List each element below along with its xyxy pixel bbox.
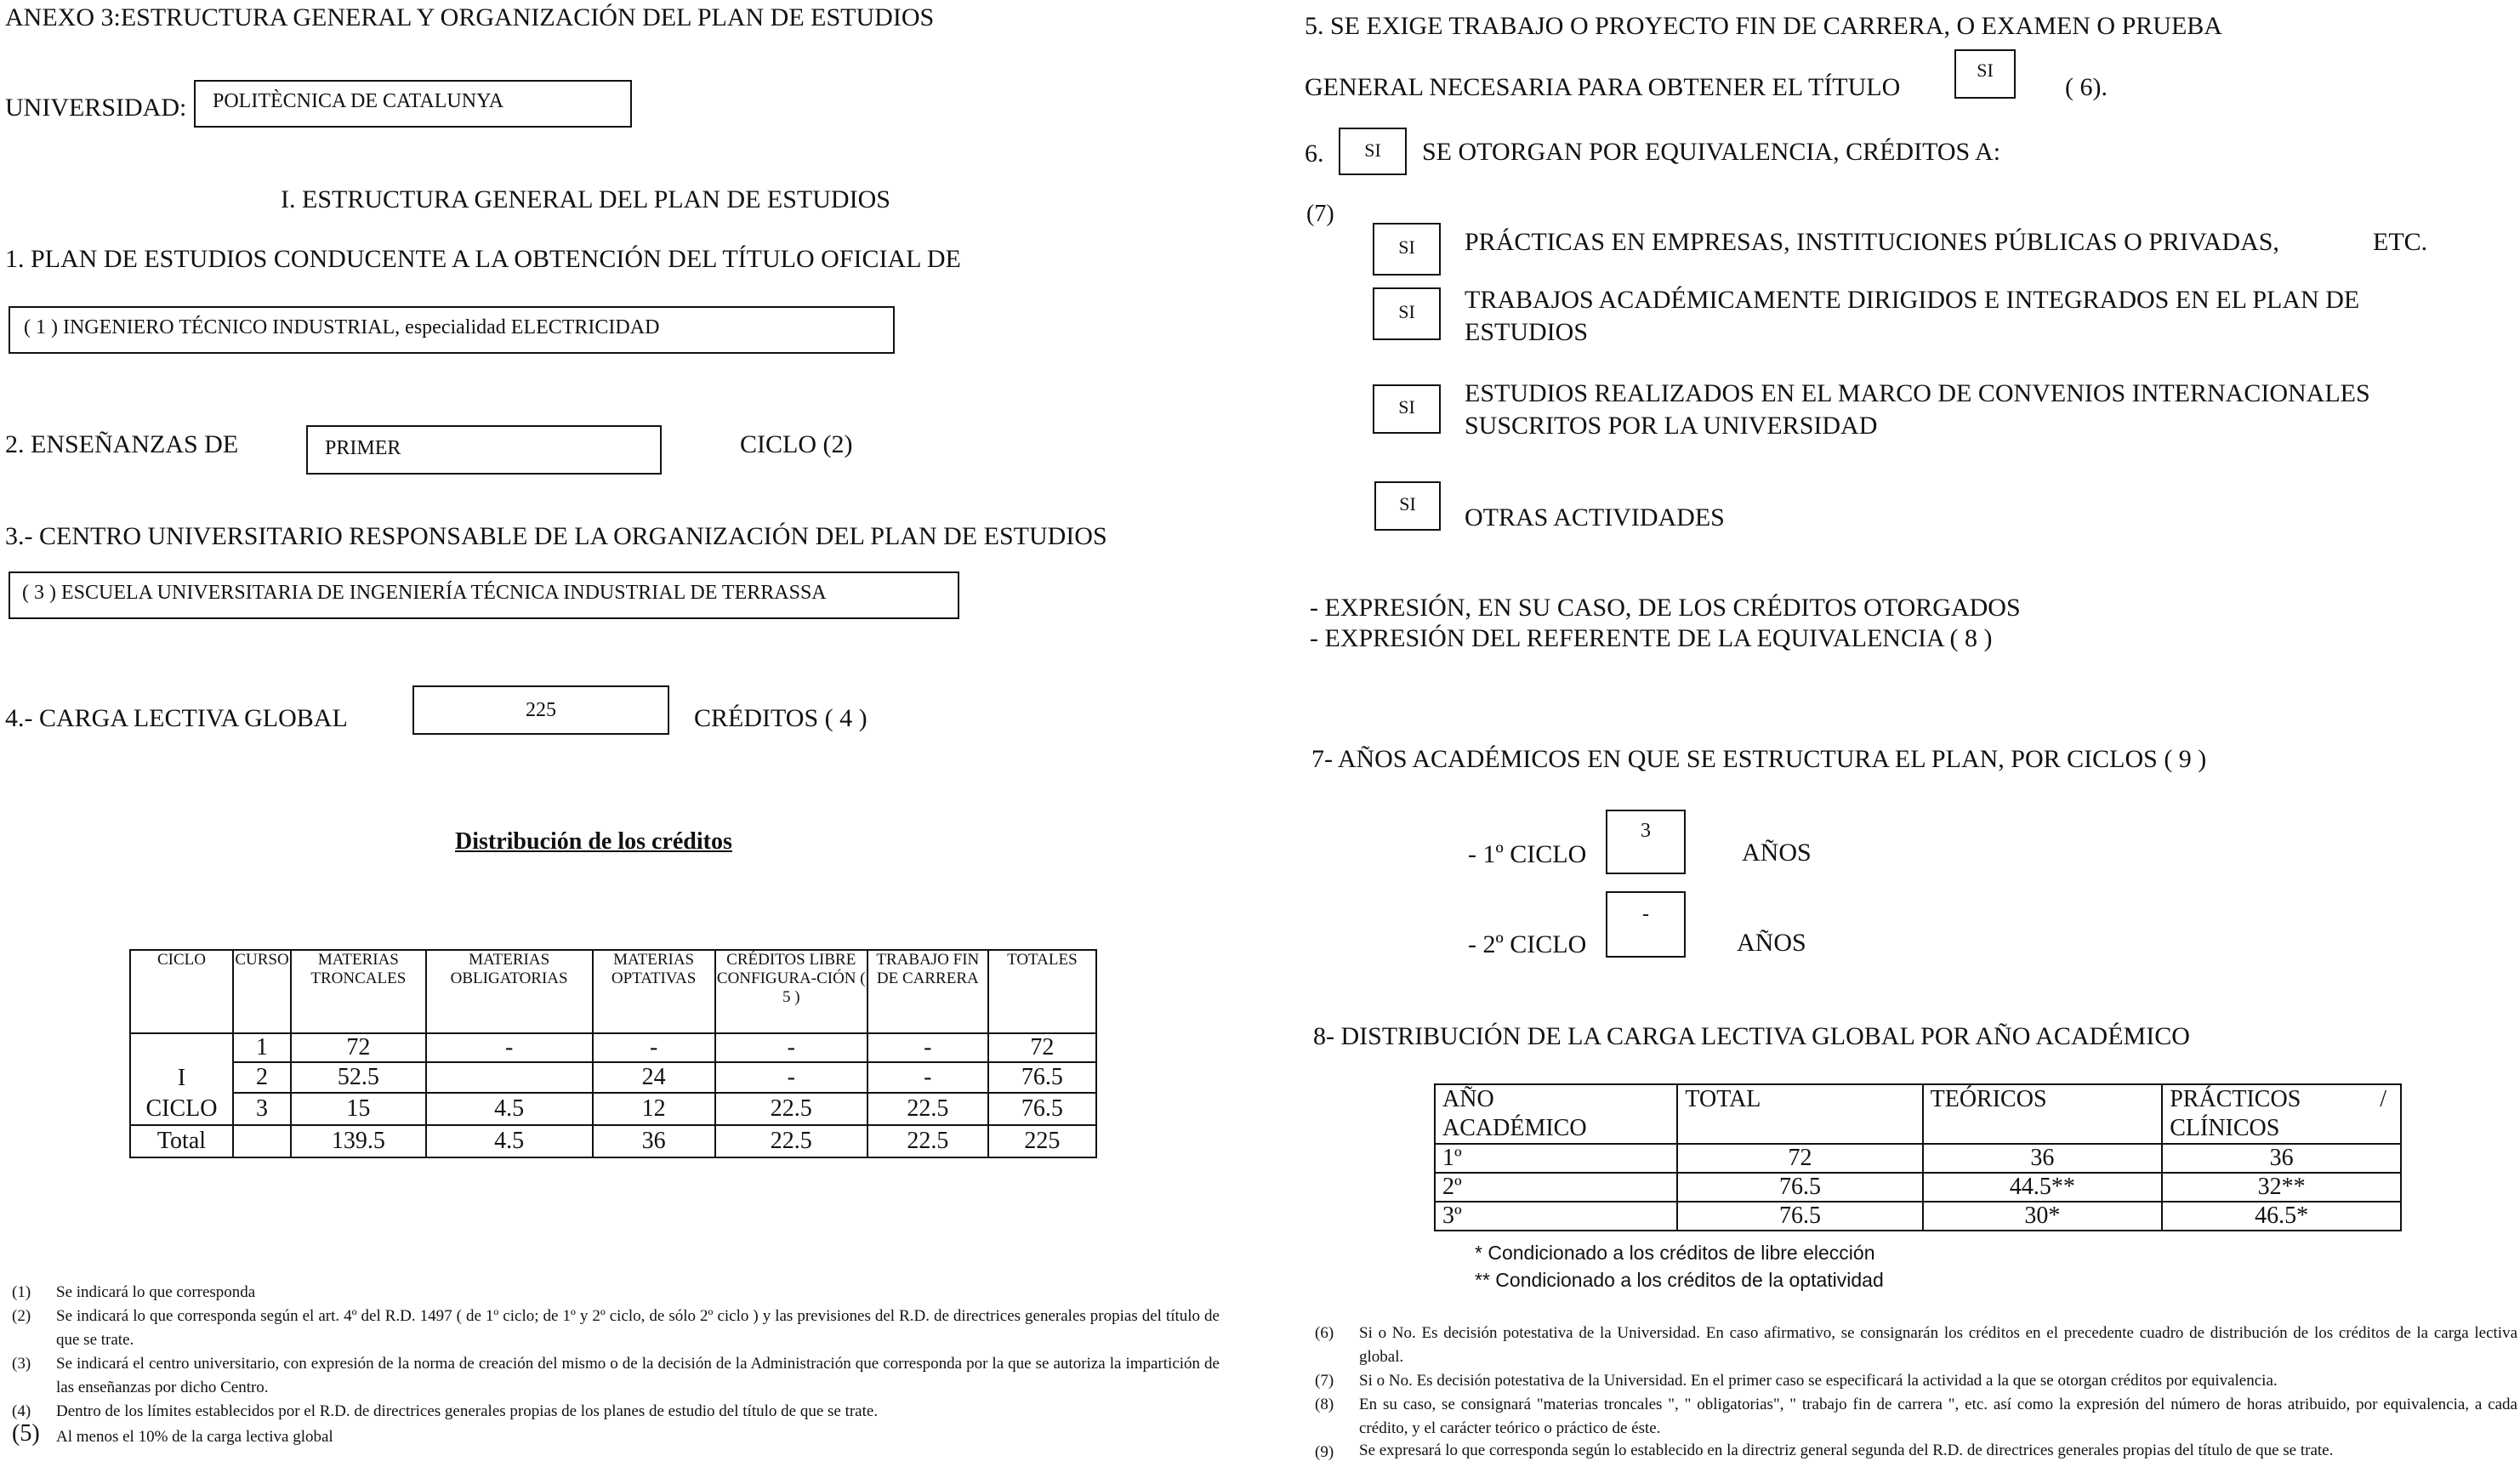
total-label: Total [130, 1125, 233, 1157]
header-year [1435, 1084, 1677, 1144]
equivalence-1-extra: ETC. [2373, 228, 2428, 256]
row2-troncales: 52.5 [291, 1062, 426, 1093]
footnote-2 [12, 1305, 1220, 1352]
equivalence-field: SI [1339, 128, 1407, 175]
header-practice-line1: PRÁCTICOS [2170, 1086, 2301, 1112]
header-totales: TOTALES [988, 950, 1096, 1033]
item4-suffix: CRÉDITOS ( 4 ) [694, 704, 867, 732]
equivalence-4-text: OTRAS ACTIVIDADES [1465, 503, 1725, 532]
row1-total: 72 [988, 1033, 1096, 1062]
item7-label: 7- AÑOS ACADÉMICOS EN QUE SE ESTRUCTURA EL PLAN, POR CICLOS ( 9 ) [1311, 745, 2207, 773]
year2-theory: 44.5** [1923, 1173, 2163, 1202]
footnote-1-text: Se indicará lo que corresponda [56, 1283, 256, 1301]
footnote-3-num: (3) [12, 1355, 31, 1373]
footnote-7 [1315, 1369, 2517, 1393]
item7-mark: (7) [1306, 201, 1334, 227]
footnote-4-num: (4) [12, 1402, 31, 1420]
row2-trabajo: - [867, 1062, 988, 1093]
equivalence-2-field: SI [1373, 287, 1441, 340]
row1-troncales: 72 [291, 1033, 426, 1062]
footnote-8-text: En su caso, se consignará "materias troncales ", " obligatorias", " trabajo fin de carrera ", etc. así como la expresión del número de horas atribuido, por equivalencia, a cada crédito, y el carácter teórico o práctico de éste. [1359, 1396, 2517, 1437]
cycle2-label: - 2º CICLO [1468, 930, 1587, 958]
item3-label: 3.- CENTRO UNIVERSITARIO RESPONSABLE DE LA ORGANIZACIÓN DEL PLAN DE ESTUDIOS [5, 522, 1107, 550]
cycle1-years-field [1606, 810, 1686, 874]
expression-1: - EXPRESIÓN, EN SU CASO, DE LOS CRÉDITOS OTORGADOS [1310, 594, 2021, 622]
row1-libre: - [715, 1033, 867, 1062]
total-trabajo: 22.5 [867, 1125, 988, 1157]
year3-theory: 30* [1923, 1202, 2163, 1231]
footnote-9 [1315, 1441, 2517, 1483]
cycle1-value: 3 [1641, 820, 1651, 842]
footnote-3 [12, 1352, 1220, 1400]
item5-suffix: ( 6). [2065, 73, 2108, 101]
global-load-value: 225 [526, 699, 556, 721]
table-header-row [1435, 1084, 2401, 1144]
row3-trabajo: 22.5 [867, 1093, 988, 1125]
header-obligatorias: MATERIAS OBLIGATORIAS [426, 950, 593, 1033]
cycle1-unit: AÑOS [1742, 839, 1812, 867]
equivalence-1-text: PRÁCTICAS EN EMPRESAS, INSTITUCIONES PÚBLICAS O PRIVADAS, [1465, 228, 2279, 256]
footnote-5-text: Al menos el 10% de la carga lectiva global [56, 1428, 333, 1446]
equivalence-1-field: SI [1373, 223, 1441, 276]
yearly-load-table [1434, 1083, 2402, 1231]
total-total: 225 [988, 1125, 1096, 1157]
item2-label: 2. ENSEÑANZAS DE [5, 430, 239, 458]
header-year-line2: ACADÉMICO [1442, 1115, 1587, 1141]
year1-total: 72 [1677, 1144, 1922, 1173]
ciclo-cell [130, 1033, 233, 1125]
header-theory: TEÓRICOS [1923, 1084, 2163, 1144]
year1-label: 1º [1435, 1144, 1677, 1173]
item2-suffix: CICLO (2) [740, 430, 853, 458]
row3-total: 76.5 [988, 1093, 1096, 1125]
ciclo-label-1: I [177, 1065, 186, 1091]
header-practice-slash: / [2380, 1086, 2386, 1112]
footnote-3-text: Se indicará el centro universitario, con expresión de la norma de creación del mismo o de la decisión de la Administración que corresponda por la que se autoriza la impartición de las enseñanzas por dicho Centro. [56, 1355, 1220, 1396]
equivalence-3-line2: SUSCRITOS POR LA UNIVERSIDAD [1465, 412, 1878, 440]
cycle2-unit: AÑOS [1737, 929, 1806, 957]
university-label: UNIVERSIDAD: [5, 94, 187, 122]
footnote-8-num: (8) [1315, 1396, 1334, 1413]
table-total-row [130, 1125, 1096, 1157]
year2-practice: 32** [2162, 1173, 2401, 1202]
row2-obligatorias [426, 1062, 593, 1093]
total-optativas: 36 [593, 1125, 715, 1157]
year3-label: 3º [1435, 1202, 1677, 1231]
header-trabajo-fin-carrera: TRABAJO FIN DE CARRERA [867, 950, 988, 1033]
equivalence-2-line1: TRABAJOS ACADÉMICAMENTE DIRIGIDOS E INTEGRADOS EN EL PLAN DE [1465, 286, 2360, 314]
total-curso [233, 1125, 291, 1157]
equivalence-3-line1: ESTUDIOS REALIZADOS EN EL MARCO DE CONVENIOS INTERNACIONALES [1465, 379, 2370, 407]
footnote-7-text: Si o No. Es decisión potestativa de la Universidad. En el primer caso se especificará la actividad a la que se otorgan créditos por equivalencia. [1359, 1372, 2278, 1390]
cycle1-label: - 1º CICLO [1468, 840, 1587, 868]
row2-libre: - [715, 1062, 867, 1093]
item1-label: 1. PLAN DE ESTUDIOS CONDUCENTE A LA OBTENCIÓN DEL TÍTULO OFICIAL DE [5, 245, 961, 273]
table-header-row [130, 950, 1096, 1033]
header-troncales: MATERIAS TRONCALES [291, 950, 426, 1033]
footnote-5 [12, 1420, 1220, 1454]
footnote-5-num: (5) [12, 1420, 40, 1447]
university-field [194, 80, 632, 128]
table-row [1435, 1202, 2401, 1231]
table-row [130, 1033, 1096, 1062]
center-field [9, 571, 959, 619]
university-value: POLITÈCNICA DE CATALUNYA [213, 90, 504, 112]
row1-optativas: - [593, 1033, 715, 1062]
table-row [1435, 1144, 2401, 1173]
table-row [130, 1093, 1096, 1125]
item6-num: 6. [1305, 139, 1324, 168]
total-troncales: 139.5 [291, 1125, 426, 1157]
global-load-field [412, 685, 669, 735]
item8-note-1: * Condicionado a los créditos de libre elección [1475, 1242, 1875, 1264]
table-row [1435, 1173, 2401, 1202]
header-libre-configuracion: CRÉDITOS LIBRE CONFIGURA-CIÓN ( 5 ) [715, 950, 867, 1033]
title-field [9, 306, 895, 354]
footnote-8 [1315, 1393, 2517, 1441]
final-project-field: SI [1954, 49, 2016, 99]
distribution-title: Distribución de los créditos [455, 828, 732, 855]
header-optativas: MATERIAS OPTATIVAS [593, 950, 715, 1033]
footnote-2-text: Se indicará lo que corresponda según el art. 4º del R.D. 1497 ( de 1º ciclo; de 1º y 2º ciclo, de sólo 2º ciclo ) y las previsiones del R.D. de directrices generales propias del título de que se trate. [56, 1307, 1220, 1349]
footnote-7-num: (7) [1315, 1372, 1334, 1390]
row3-libre: 22.5 [715, 1093, 867, 1125]
section-title: I. ESTRUCTURA GENERAL DEL PLAN DE ESTUDIOS [281, 185, 890, 213]
footnote-9-text: Se expresará lo que corresponda según lo establecido en la directriz general segunda del R.D. de directrices generales propias del título de que se trate. [1359, 1441, 2334, 1459]
item8-note-2: ** Condicionado a los créditos de la optatividad [1475, 1269, 1884, 1291]
teaching-cycle-value: PRIMER [325, 437, 401, 459]
footnote-2-num: (2) [12, 1307, 31, 1325]
footnote-1-num: (1) [12, 1283, 31, 1301]
header-year-line1: AÑO [1442, 1086, 1494, 1112]
row3-curso: 3 [233, 1093, 291, 1125]
item6-text: SE OTORGAN POR EQUIVALENCIA, CRÉDITOS A: [1422, 138, 2001, 166]
annex-title: ANEXO 3:ESTRUCTURA GENERAL Y ORGANIZACIÓN DEL PLAN DE ESTUDIOS [5, 3, 935, 31]
cycle2-value: - [1642, 903, 1649, 925]
teaching-cycle-field [306, 425, 662, 475]
row3-troncales: 15 [291, 1093, 426, 1125]
total-obligatorias: 4.5 [426, 1125, 593, 1157]
year1-practice: 36 [2162, 1144, 2401, 1173]
footnote-6 [1315, 1322, 2517, 1369]
footnote-6-num: (6) [1315, 1324, 1334, 1342]
row3-optativas: 12 [593, 1093, 715, 1125]
cycle2-years-field [1606, 891, 1686, 958]
item4-label: 4.- CARGA LECTIVA GLOBAL [5, 704, 348, 732]
equivalence-3-field: SI [1373, 384, 1441, 434]
row2-curso: 2 [233, 1062, 291, 1093]
item8-label: 8- DISTRIBUCIÓN DE LA CARGA LECTIVA GLOBAL POR AÑO ACADÉMICO [1313, 1022, 2190, 1050]
item5-line2: GENERAL NECESARIA PARA OBTENER EL TÍTULO [1305, 73, 1901, 101]
credit-distribution-table [129, 949, 1097, 1158]
footnote-9-num: (9) [1315, 1443, 1334, 1461]
header-practice-line2: CLÍNICOS [2170, 1115, 2280, 1141]
header-practice [2162, 1084, 2401, 1144]
header-ciclo: CICLO [130, 950, 233, 1033]
row3-obligatorias: 4.5 [426, 1093, 593, 1125]
footnote-4 [12, 1400, 1220, 1424]
expression-2: - EXPRESIÓN DEL REFERENTE DE LA EQUIVALENCIA ( 8 ) [1310, 624, 1993, 652]
equivalence-2-line2: ESTUDIOS [1465, 318, 1589, 346]
center-value: ( 3 ) ESCUELA UNIVERSITARIA DE INGENIERÍA TÉCNICA INDUSTRIAL DE TERRASSA [22, 582, 827, 604]
total-libre: 22.5 [715, 1125, 867, 1157]
row1-curso: 1 [233, 1033, 291, 1062]
footnote-1 [12, 1281, 1220, 1305]
footnote-6-text: Si o No. Es decisión potestativa de la Universidad. En caso afirmativo, se consignarán los créditos en el precedente cuadro de distribución de los créditos de la carga lectiva global. [1359, 1324, 2517, 1366]
row1-trabajo: - [867, 1033, 988, 1062]
year1-theory: 36 [1923, 1144, 2163, 1173]
header-curso: CURSO [233, 950, 291, 1033]
row2-optativas: 24 [593, 1062, 715, 1093]
year2-label: 2º [1435, 1173, 1677, 1202]
table-row [130, 1062, 1096, 1093]
row2-total: 76.5 [988, 1062, 1096, 1093]
row1-obligatorias: - [426, 1033, 593, 1062]
ciclo-label-2: CICLO [145, 1095, 218, 1122]
header-total: TOTAL [1677, 1084, 1922, 1144]
equivalence-4-field: SI [1374, 481, 1441, 531]
footnote-4-text: Dentro de los límites establecidos por el R.D. de directrices generales propias de los planes de estudio del título de que se trate. [56, 1402, 879, 1420]
year3-total: 76.5 [1677, 1202, 1922, 1231]
year2-total: 76.5 [1677, 1173, 1922, 1202]
item5-line1: 5. SE EXIGE TRABAJO O PROYECTO FIN DE CARRERA, O EXAMEN O PRUEBA [1305, 12, 2222, 40]
year3-practice: 46.5* [2162, 1202, 2401, 1231]
title-value: ( 1 ) INGENIERO TÉCNICO INDUSTRIAL, especialidad ELECTRICIDAD [24, 316, 660, 338]
